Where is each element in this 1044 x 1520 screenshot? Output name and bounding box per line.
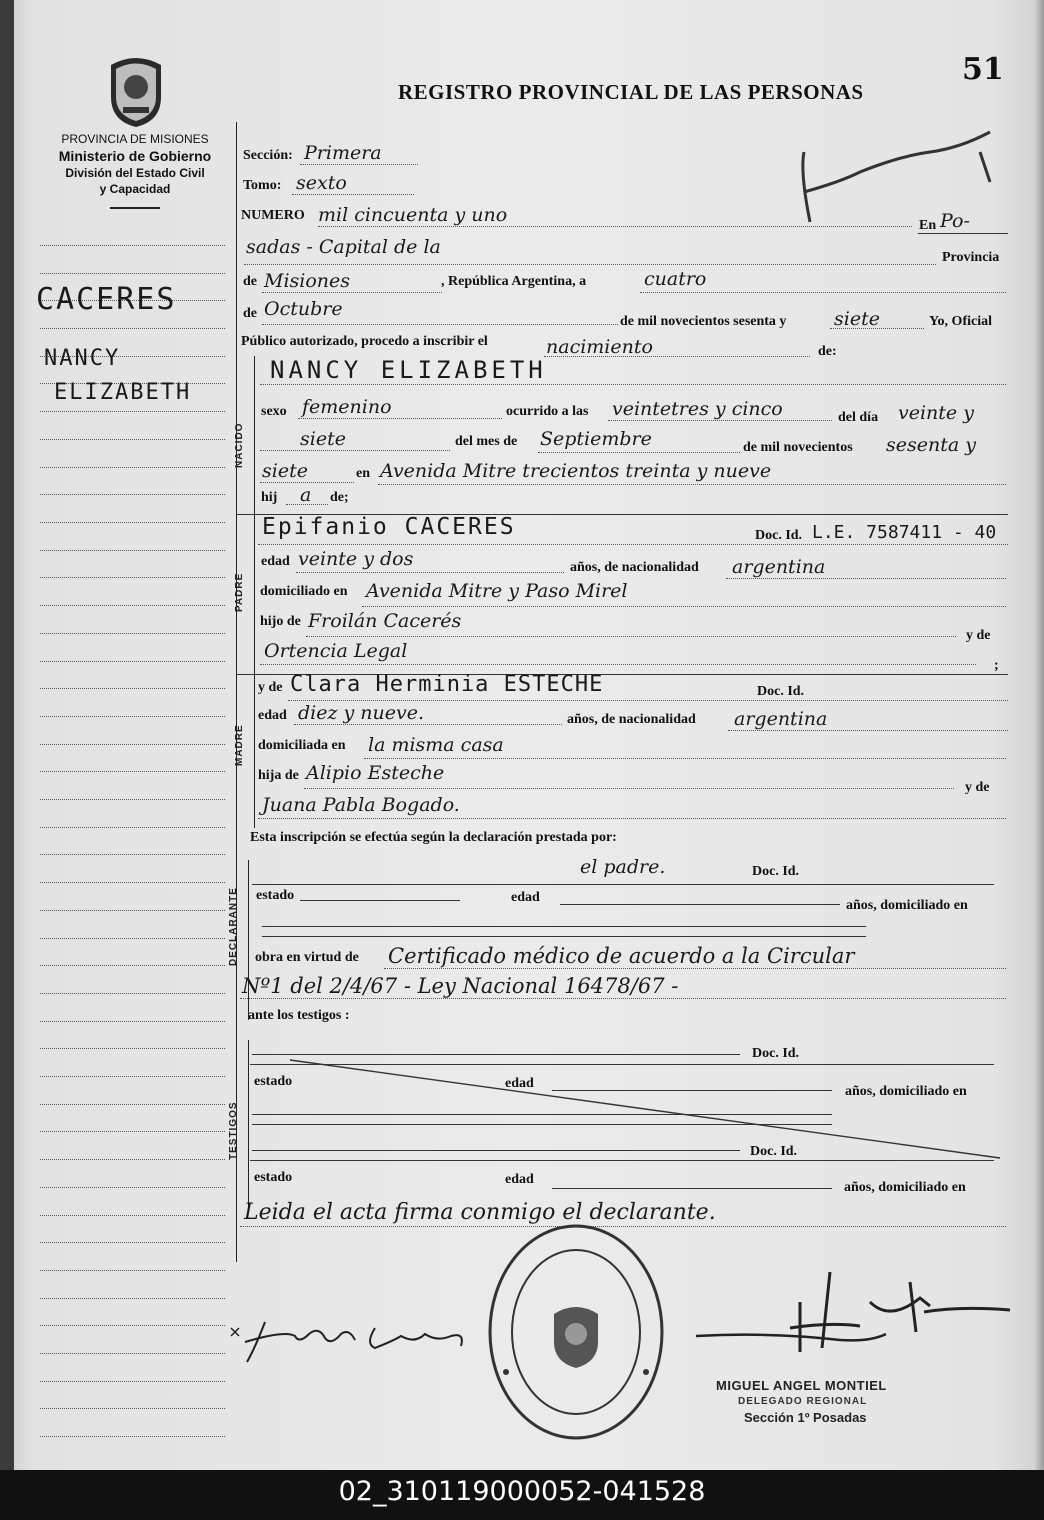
label-ocurrido: ocurrido a las: [506, 404, 589, 419]
margin-ruled-line: [40, 1104, 225, 1105]
label-del-mes-de: del mes de: [455, 434, 518, 449]
label-testigo1-doc: Doc. Id.: [752, 1046, 800, 1061]
label-de-3: de:: [818, 344, 837, 359]
margin-ruled-line: [40, 938, 225, 939]
value-madre-nac: argentina: [734, 708, 828, 730]
label-de-1: de: [243, 274, 257, 289]
section-label-madre: MADRE: [234, 724, 245, 766]
value-dia-nac: veinte y: [898, 402, 974, 424]
cancel-stroke: [250, 1054, 1010, 1164]
margin-ruled-line: [40, 827, 225, 828]
value-padre-edad: veinte y dos: [298, 548, 414, 570]
margin-ruled-line: [40, 439, 225, 440]
value-en-po: Po-: [940, 210, 970, 232]
value-leida: Leida el acta firma conmigo el declarante.: [244, 1200, 716, 1225]
label-del-dia: del día: [838, 410, 879, 425]
archive-footer-code: 02_310119000052-041528: [0, 1470, 1044, 1520]
label-republica: , República Argentina, a: [441, 274, 587, 289]
margin-ruled-line: [40, 1381, 225, 1382]
binding-edge: [0, 0, 14, 1470]
margin-ruled-line: [40, 1187, 225, 1188]
value-posadas: sadas - Capital de la: [246, 236, 441, 258]
margin-given-name-2: ELIZABETH: [54, 380, 192, 405]
label-testigo1-edad: edad: [505, 1076, 534, 1091]
annotation-mark: [780, 112, 1000, 232]
margin-ruled-line: [40, 965, 225, 966]
inner-border-testigos: [248, 1040, 249, 1210]
label-testigo1-domicilio: años, domiciliado en: [845, 1084, 967, 1099]
margin-ruled-line: [40, 633, 225, 634]
label-ante-testigos: ante los testigos :: [248, 1008, 350, 1023]
value-madre-dom: la misma casa: [368, 734, 504, 756]
margin-ruled-line: [40, 1298, 225, 1299]
label-madre-hija-de: hija de: [258, 768, 299, 783]
margin-ruled-line: [40, 522, 225, 523]
label-obra-en-virtud: obra en virtud de: [255, 950, 359, 965]
value-obra-2: Nº1 del 2/4/67 - Ley Nacional 16478/67 -: [242, 974, 679, 998]
margin-ruled-line: [40, 661, 225, 662]
issuer-line-4: y Capacidad: [99, 182, 171, 196]
label-publico: Público autorizado, procedo a inscribir el: [241, 334, 488, 349]
label-de-4: de;: [330, 490, 349, 505]
value-mes: Octubre: [264, 298, 343, 320]
value-madre-nombre: Clara Herminia ESTECHE: [290, 672, 604, 697]
margin-ruled-line: [40, 1076, 225, 1077]
official-role: DELEGADO REGIONAL: [738, 1396, 868, 1407]
margin-ruled-line: [40, 605, 225, 606]
label-testigo1-estado: estado: [254, 1074, 293, 1089]
value-acto: nacimiento: [546, 336, 653, 358]
margin-ruled-line: [40, 1436, 225, 1437]
label-padre-nacionalidad: años, de nacionalidad: [570, 560, 699, 575]
margin-ruled-line: [40, 494, 225, 495]
provincial-crest-icon: [105, 55, 167, 130]
label-madre-doc: Doc. Id.: [757, 684, 805, 699]
margin-ruled-line: [40, 245, 225, 246]
value-declarante: el padre.: [580, 856, 666, 878]
margin-ruled-line: [40, 882, 225, 883]
value-lugar: Avenida Mitre trecientos treinta y nueve: [380, 460, 772, 482]
value-hora: veintetres y cinco: [612, 398, 783, 420]
margin-ruled-line: [40, 328, 225, 329]
official-section: Sección 1º Posadas: [744, 1410, 867, 1425]
value-numero: mil cincuenta y uno: [318, 204, 508, 226]
label-madre-domicilio: domiciliada en: [258, 738, 346, 753]
value-padre-doc: L.E. 7587411 - 40: [812, 522, 997, 543]
label-de-2: de: [243, 306, 257, 321]
official-signature: [690, 1262, 1020, 1382]
label-semicolon: ;: [994, 658, 999, 673]
label-sexo: sexo: [261, 404, 287, 419]
value-padre-nombre: Epifanio CACERES: [262, 514, 516, 540]
label-declarante-doc: Doc. Id.: [752, 864, 800, 879]
value-padre-nac: argentina: [732, 556, 826, 578]
issuer-line-3: División del Estado Civil: [65, 166, 205, 180]
margin-ruled-line: [40, 910, 225, 911]
page-edge: [1034, 0, 1044, 1470]
issuer-line-2: Ministerio de Gobierno: [58, 148, 212, 164]
value-obra-1: Certificado médico de acuerdo a la Circular: [388, 944, 855, 968]
margin-ruled-line: [40, 688, 225, 689]
document-title: REGISTRO PROVINCIAL DE LAS PERSONAS: [398, 80, 864, 104]
margin-ruled-line: [40, 993, 225, 994]
margin-ruled-line: [40, 273, 225, 274]
value-dia-nac-2: siete: [300, 428, 346, 450]
official-stamp: [486, 1222, 666, 1442]
value-anio: siete: [834, 308, 880, 330]
margin-ruled-line: [40, 1408, 225, 1409]
label-padre-y-de: y de: [966, 628, 991, 643]
official-name: MIGUEL ANGEL MONTIEL: [716, 1378, 887, 1393]
value-padre-padre: Froilán Cacerés: [308, 610, 462, 632]
value-sexo: femenino: [302, 396, 392, 418]
margin-surname: CACERES: [36, 282, 177, 317]
section-label-declarante: DECLARANTE: [228, 887, 239, 966]
label-testigo2-edad: edad: [505, 1172, 534, 1187]
margin-ruled-line: [40, 716, 225, 717]
label-madre-y-de: y de: [965, 780, 990, 795]
margin-ruled-line: [40, 1159, 225, 1160]
label-declarante-estado: estado: [256, 888, 295, 903]
label-en: En: [919, 218, 937, 233]
label-madre-y-de: y de: [258, 680, 283, 695]
margin-ruled-line: [40, 1242, 225, 1243]
label-padre-edad: edad: [261, 554, 290, 569]
label-declarante-domicilio: años, domiciliado en: [846, 898, 968, 913]
label-madre-nacionalidad: años, de nacionalidad: [567, 712, 696, 727]
margin-ruled-line: [40, 1131, 225, 1132]
margin-ruled-line: [40, 1353, 225, 1354]
value-anio-nac: sesenta y: [886, 434, 976, 456]
margin-ruled-line: [40, 799, 225, 800]
label-provincia: Provincia: [942, 250, 1000, 265]
margin-ruled-line: [40, 1325, 225, 1326]
declarante-signature: [225, 1308, 485, 1378]
inner-border-padre: [254, 514, 255, 674]
issuer-line-1: PROVINCIA DE MISIONES: [61, 132, 209, 146]
value-madre-madre: Juana Pabla Bogado.: [262, 794, 460, 816]
value-dia: cuatro: [644, 268, 707, 290]
label-testigo2-doc: Doc. Id.: [750, 1144, 798, 1159]
label-en-2: en: [356, 466, 370, 481]
section-label-testigos: TESTIGOS: [228, 1101, 239, 1160]
issuer-divider: [110, 207, 160, 209]
value-madre-padre: Alipio Esteche: [306, 762, 445, 784]
label-madre-edad: edad: [258, 708, 287, 723]
label-padre-domicilio: domiciliado en: [260, 584, 348, 599]
label-padre-hijo-de: hijo de: [260, 614, 301, 629]
label-declarante-edad: edad: [511, 890, 540, 905]
label-esta-inscripcion: Esta inscripción se efectúa según la declaración prestada por:: [250, 830, 617, 845]
margin-ruled-line: [40, 854, 225, 855]
value-anio-nac-2: siete: [262, 460, 308, 482]
label-yo-oficial: Yo, Oficial: [929, 314, 992, 329]
margin-ruled-line: [40, 550, 225, 551]
section-label-nacido: NACIDO: [234, 422, 245, 468]
margin-ruled-line: [40, 744, 225, 745]
value-seccion: Primera: [304, 142, 382, 164]
margin-ruled-line: [40, 1021, 225, 1022]
value-mes-nac: Septiembre: [540, 428, 652, 450]
margin-ruled-line: [40, 1215, 225, 1216]
margin-ruled-line: [40, 577, 225, 578]
margin-ruled-line: [40, 1048, 225, 1049]
main-border: [236, 122, 237, 1262]
margin-ruled-line: [40, 411, 225, 412]
section-label-padre: PADRE: [234, 572, 245, 612]
value-hij-suffix: a: [300, 484, 312, 506]
margin-given-name-1: NANCY: [44, 346, 121, 371]
label-de-mil-novecientos: de mil novecientos: [743, 440, 853, 455]
label-testigo2-domicilio: años, domiciliado en: [844, 1180, 966, 1195]
value-padre-dom: Avenida Mitre y Paso Mirel: [366, 580, 628, 602]
label-tomo: Tomo:: [243, 178, 282, 193]
value-misiones: Misiones: [264, 270, 351, 292]
margin-ruled-line: [40, 467, 225, 468]
label-mil-novecientos-sesenta-y: de mil novecientos sesenta y: [620, 314, 787, 329]
page-number: 51: [962, 52, 1004, 87]
label-testigo2-estado: estado: [254, 1170, 293, 1185]
value-tomo: sexto: [296, 172, 347, 194]
value-nombre: NANCY ELIZABETH: [270, 356, 547, 384]
margin-ruled-line: [40, 771, 225, 772]
inner-border-nacido: [254, 356, 255, 514]
label-seccion: Sección:: [243, 148, 293, 163]
label-numero: NUMERO: [241, 208, 305, 223]
inner-border-madre: [254, 674, 255, 828]
value-madre-edad: diez y nueve.: [298, 702, 425, 724]
label-padre-doc: Doc. Id.: [755, 528, 803, 543]
value-padre-madre: Ortencia Legal: [264, 640, 408, 662]
label-hij: hij: [261, 490, 278, 505]
margin-ruled-line: [40, 1270, 225, 1271]
